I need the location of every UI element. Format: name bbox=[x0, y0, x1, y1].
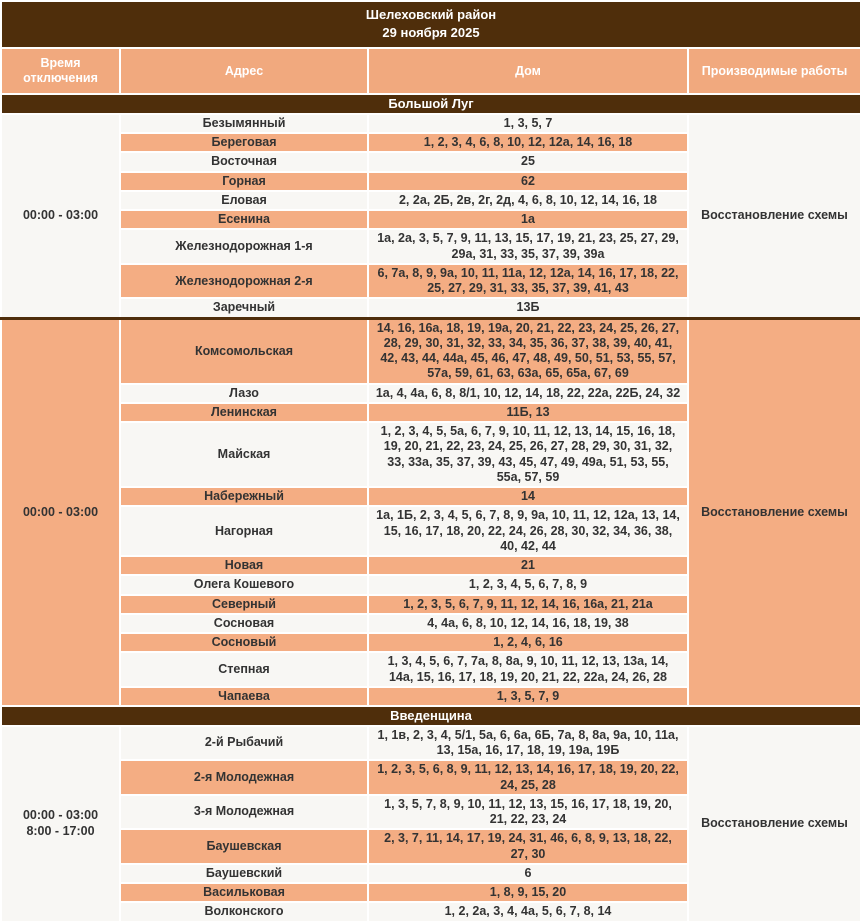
column-header-work: Производимые работы bbox=[688, 48, 860, 94]
street-cell: Комсомольская bbox=[120, 318, 368, 384]
street-cell: Есенина bbox=[120, 210, 368, 229]
houses-cell: 1, 2, 3, 4, 5, 6, 7, 8, 9 bbox=[368, 575, 688, 594]
houses-cell: 6 bbox=[368, 864, 688, 883]
street-cell: Майская bbox=[120, 422, 368, 487]
time-range: 00:00 - 03:00 bbox=[22, 808, 99, 823]
street-cell: Восточная bbox=[120, 152, 368, 171]
time-cell bbox=[1, 318, 120, 706]
houses-cell: 2, 3, 7, 11, 14, 17, 19, 24, 31, 46, 6, 8, 9, 13, 18, 22, 27, 30 bbox=[368, 829, 688, 864]
time-range: 8:00 - 17:00 bbox=[26, 823, 95, 838]
houses-cell: 1а, 4, 4а, 6, 8, 8/1, 10, 12, 14, 18, 22, 22а, 22Б, 24, 32 bbox=[368, 384, 688, 403]
street-cell: Железнодорожная 1-я bbox=[120, 229, 368, 264]
houses-cell: 1, 3, 5, 7 bbox=[368, 114, 688, 133]
street-cell: Набережный bbox=[120, 487, 368, 506]
houses-cell: 62 bbox=[368, 172, 688, 191]
street-cell: 2-я Молодежная bbox=[120, 760, 368, 795]
street-row bbox=[1, 318, 860, 384]
houses-cell: 1, 3, 5, 7, 8, 9, 10, 11, 12, 13, 15, 16, 17, 18, 19, 20, 21, 22, 23, 24 bbox=[368, 795, 688, 830]
houses-cell: 14 bbox=[368, 487, 688, 506]
houses-cell: 4, 4а, 6, 8, 10, 12, 14, 16, 18, 19, 38 bbox=[368, 614, 688, 633]
work-cell: Восстановление схемы bbox=[688, 318, 860, 706]
work-cell: Восстановление схемы bbox=[688, 726, 860, 922]
title-row bbox=[1, 1, 860, 48]
time-range: 00:00 - 03:00 bbox=[22, 504, 99, 519]
column-header-time: Время отключения bbox=[1, 48, 120, 94]
time-cell bbox=[1, 726, 120, 922]
street-row bbox=[1, 726, 860, 761]
houses-cell: 1, 2, 3, 4, 5, 5а, 6, 7, 9, 10, 11, 12, 13, 14, 15, 16, 18, 19, 20, 21, 22, 23, 24, 25, 26, 27, 28, 29, 30, 31, 32, 33, 33а, 35, 37, 39, 43, 45, 47, 49, 49а, 51, 53, 55, 55а, 57, 59 bbox=[368, 422, 688, 487]
houses-cell: 6, 7а, 8, 9, 9а, 10, 11, 11а, 12, 12а, 14, 16, 17, 18, 22, 25, 27, 29, 31, 33, 35, 37, 39, 41, 43 bbox=[368, 264, 688, 299]
street-cell: 2-й Рыбачий bbox=[120, 726, 368, 761]
houses-cell: 1а, 2а, 3, 5, 7, 9, 11, 13, 15, 17, 19, 21, 23, 25, 27, 29, 29а, 31, 33, 35, 37, 39, 39а bbox=[368, 229, 688, 264]
houses-cell: 11Б, 13 bbox=[368, 403, 688, 422]
street-cell: 3-я Молодежная bbox=[120, 795, 368, 830]
houses-cell: 2, 2а, 2Б, 2в, 2г, 2д, 4, 6, 8, 10, 12, 14, 16, 18 bbox=[368, 191, 688, 210]
schedule-date: 29 ноября 2025 bbox=[382, 25, 480, 41]
street-cell: Сосновая bbox=[120, 614, 368, 633]
street-cell: Ленинская bbox=[120, 403, 368, 422]
houses-cell: 1а bbox=[368, 210, 688, 229]
column-header-row bbox=[1, 48, 860, 94]
houses-cell: 21 bbox=[368, 556, 688, 575]
street-cell: Лазо bbox=[120, 384, 368, 403]
houses-cell: 14, 16, 16а, 18, 19, 19а, 20, 21, 22, 23, 24, 25, 26, 27, 28, 29, 30, 31, 32, 33, 34, 35, 36, 37, 38, 39, 40, 41, 42, 43, 44, 44а, 45, 46, 47, 48, 49, 50, 51, 53, 55, 57, 57а, 59, 61, 63, 63а, 65, 65а, 67, 69 bbox=[368, 318, 688, 384]
street-cell: Баушевская bbox=[120, 829, 368, 864]
section-header-row bbox=[1, 94, 860, 114]
section-title: Большой Луг bbox=[1, 94, 860, 114]
houses-cell: 1, 2, 2а, 3, 4, 4а, 5, 6, 7, 8, 14 bbox=[368, 902, 688, 921]
street-cell: Заречный bbox=[120, 298, 368, 318]
street-cell: Волконского bbox=[120, 902, 368, 921]
houses-cell: 13Б bbox=[368, 298, 688, 318]
houses-cell: 1, 8, 9, 15, 20 bbox=[368, 883, 688, 902]
street-cell: Нагорная bbox=[120, 506, 368, 556]
houses-cell: 1, 2, 3, 5, 6, 8, 9, 11, 12, 13, 14, 16, 17, 18, 19, 20, 22, 24, 25, 28 bbox=[368, 760, 688, 795]
houses-cell: 25 bbox=[368, 152, 688, 171]
work-cell: Восстановление схемы bbox=[688, 114, 860, 318]
street-cell: Васильковая bbox=[120, 883, 368, 902]
street-cell: Новая bbox=[120, 556, 368, 575]
section-header-row bbox=[1, 706, 860, 726]
houses-cell: 1, 3, 4, 5, 6, 7, 7а, 8, 8а, 9, 10, 11, 12, 13, 13а, 14, 14а, 15, 16, 17, 18, 19, 20, 21, 22, 22а, 24, 26, 28 bbox=[368, 652, 688, 687]
street-cell: Степная bbox=[120, 652, 368, 687]
table-title-cell bbox=[1, 1, 860, 48]
houses-cell: 1, 2, 3, 4, 6, 8, 10, 12, 12а, 14, 16, 18 bbox=[368, 133, 688, 152]
houses-cell: 1, 2, 4, 6, 16 bbox=[368, 633, 688, 652]
street-cell: Железнодорожная 2-я bbox=[120, 264, 368, 299]
section-title: Введенщина bbox=[1, 706, 860, 726]
houses-cell: 1а, 1Б, 2, 3, 4, 5, 6, 7, 8, 9, 9а, 10, 11, 12, 12а, 13, 14, 15, 16, 17, 18, 20, 22, 24, 26, 28, 30, 32, 34, 36, 38, 40, 42, 44 bbox=[368, 506, 688, 556]
street-cell: Сосновый bbox=[120, 633, 368, 652]
time-range: 00:00 - 03:00 bbox=[22, 208, 99, 223]
street-cell: Олега Кошевого bbox=[120, 575, 368, 594]
houses-cell: 1, 3, 5, 7, 9 bbox=[368, 687, 688, 706]
district-title: Шелеховский район bbox=[365, 7, 497, 22]
street-row bbox=[1, 114, 860, 133]
street-cell: Безымянный bbox=[120, 114, 368, 133]
street-cell: Береговая bbox=[120, 133, 368, 152]
street-cell: Еловая bbox=[120, 191, 368, 210]
street-cell: Горная bbox=[120, 172, 368, 191]
street-cell: Северный bbox=[120, 595, 368, 614]
houses-cell: 1, 2, 3, 5, 6, 7, 9, 11, 12, 14, 16, 16а, 21, 21а bbox=[368, 595, 688, 614]
table-body bbox=[1, 94, 860, 921]
column-header-address: Адрес bbox=[120, 48, 368, 94]
time-cell bbox=[1, 114, 120, 318]
street-cell: Чапаева bbox=[120, 687, 368, 706]
street-cell: Баушевский bbox=[120, 864, 368, 883]
column-header-house: Дом bbox=[368, 48, 688, 94]
houses-cell: 1, 1в, 2, 3, 4, 5/1, 5а, 6, 6а, 6Б, 7а, 8, 8а, 9а, 10, 11а, 13, 15а, 16, 17, 18, 19, 19а, 19Б bbox=[368, 726, 688, 761]
